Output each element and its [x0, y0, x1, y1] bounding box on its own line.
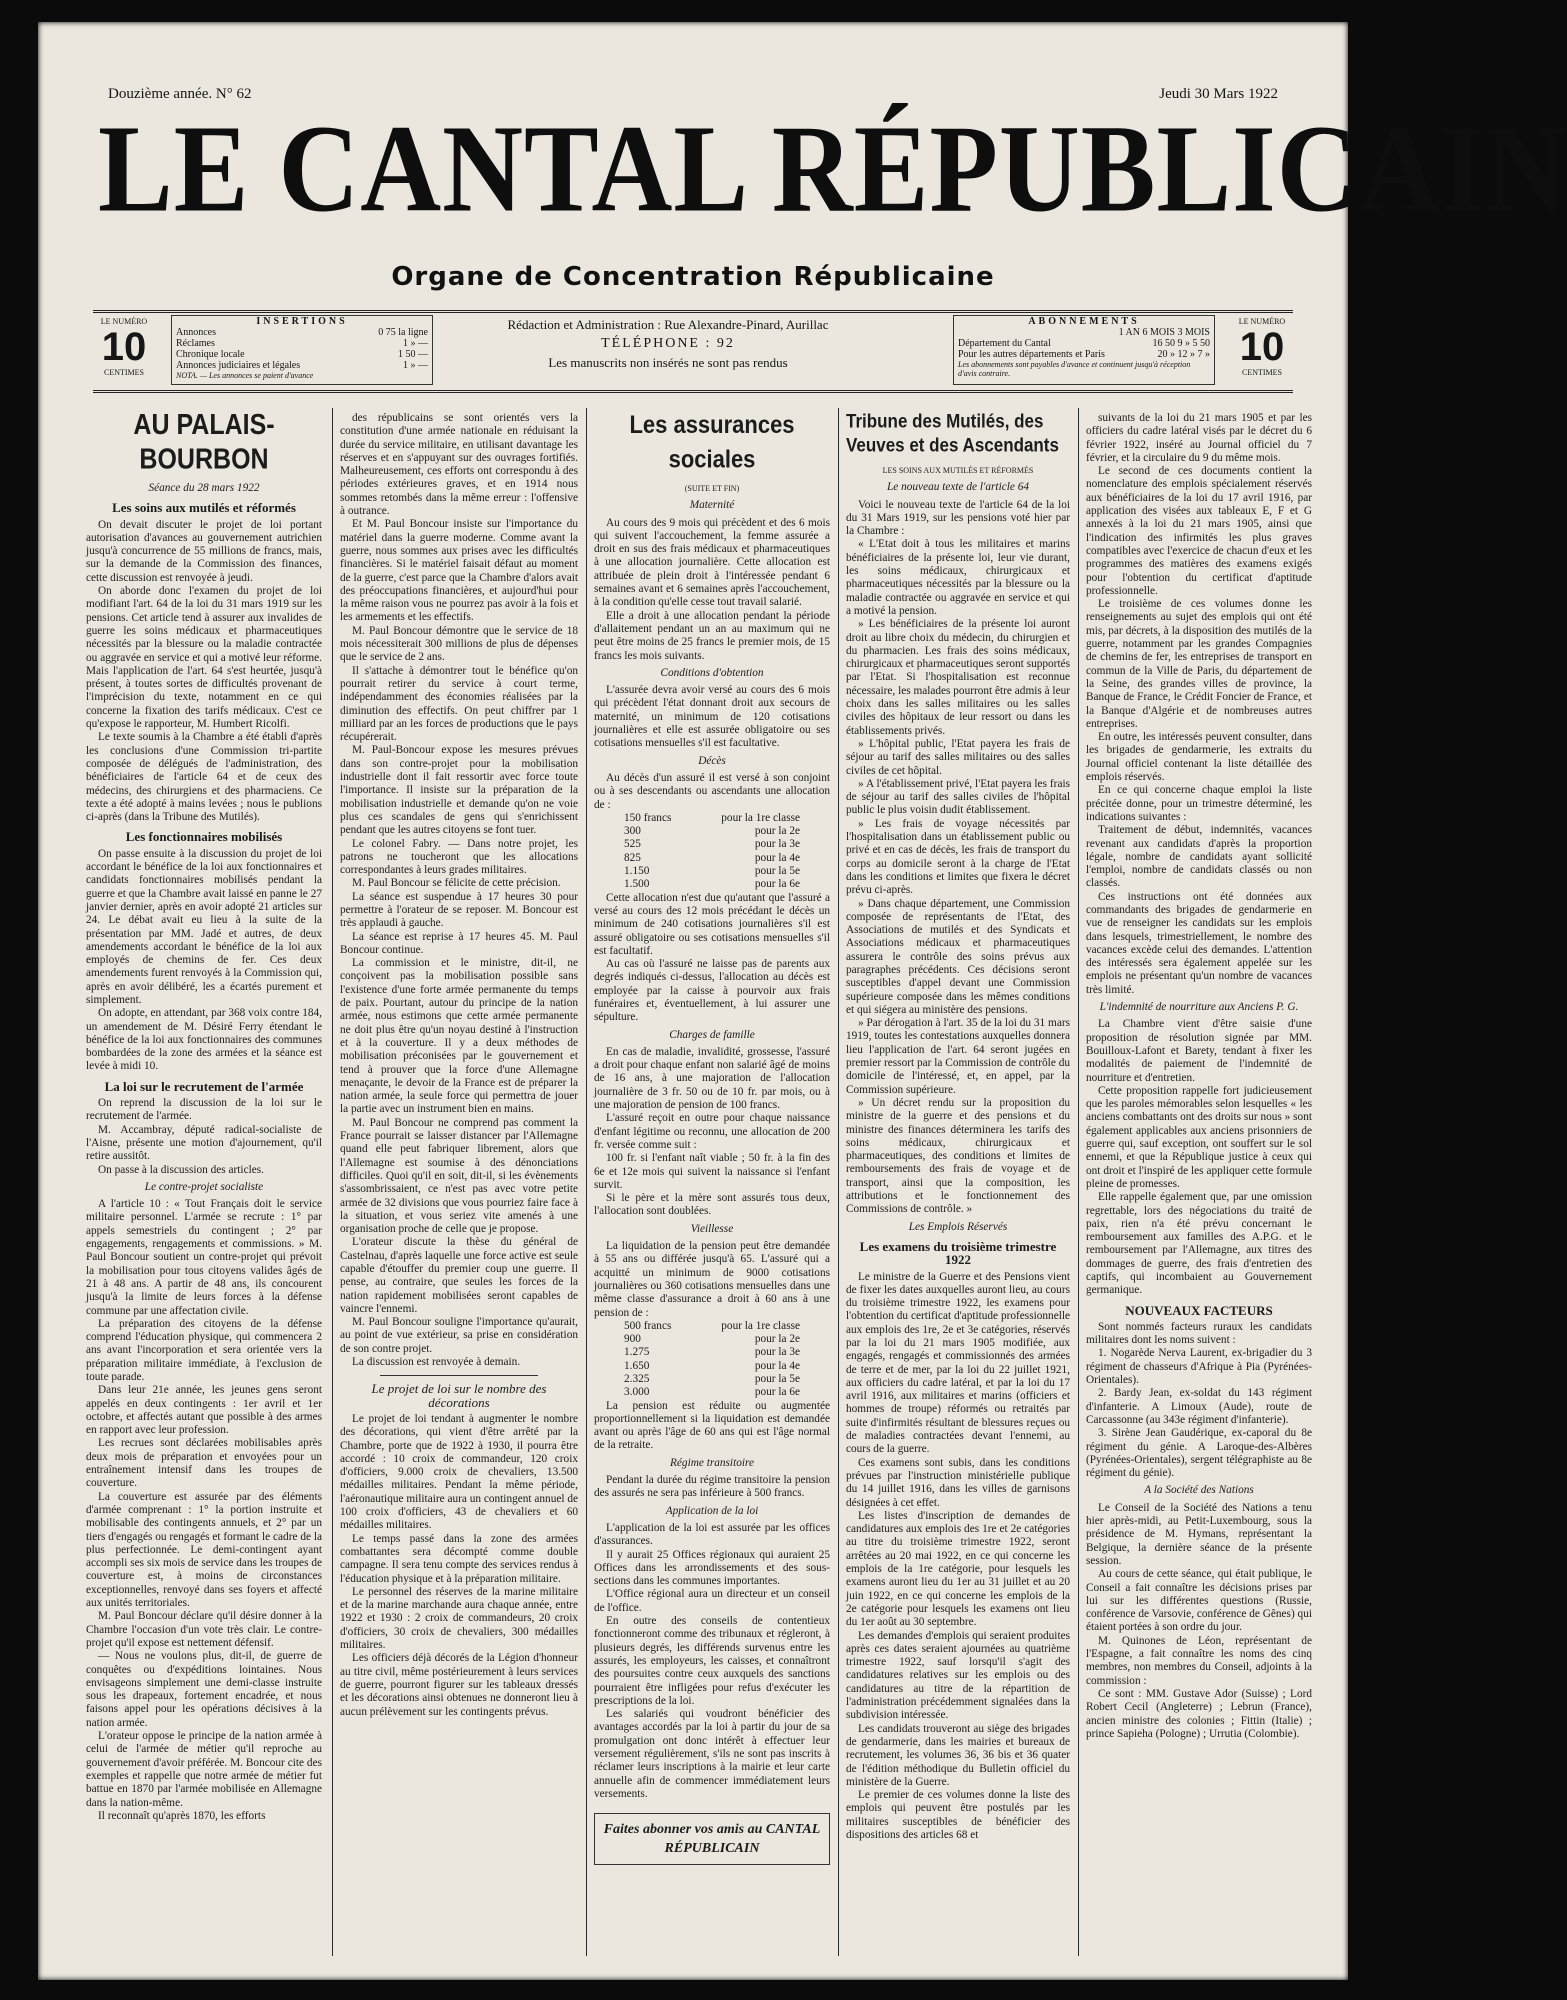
paragraph: M. Quinones de Léon, représentant de l'Espagne, a fait connaître les noms des cinq membres, non membres du Conseil, adjoints à la commission : [1086, 1634, 1312, 1687]
paragraph: L'application de la loi est assurée par les offices d'assurances. [594, 1521, 830, 1548]
issue-number: Douzième année. N° 62 [108, 86, 252, 102]
paragraph: Le second de ces documents contient la nomenclature des emplois spécialement réservés aux bénéficiaires de la loi du 17 avril 1916, par application des visées aux tableaux E, F et G annexés à la loi du 21 mars 1905, ainsi que l'indication des infirmités les plus graves compatibles avec l'exercice de chacun d'eux et les programmes des matières des examens exigés pour l'obtention du certificat d'aptitude professionnelle. [1086, 465, 1312, 597]
paragraph: On passe à la discussion des articles. [98, 1163, 264, 1176]
paragraph: Il reconnaît qu'après 1870, les efforts [98, 1809, 266, 1822]
paragraph: Les demandes d'emplois qui seraient produites après ces dates seraient ajournées au quatrième trimestre 1922, sauf lorsqu'il s'agit des candidatures relatives sur les emplois ou des candidatures au titre de la répartition de l'administration précédemment signalées dans la subdivision intéressée. [846, 1629, 1070, 1722]
paragraph: Elle a droit à une allocation pendant la période d'allaitement pendant un an au maximum qui ne peut être moins de 25 francs le premier mois, de 15 francs les mois suivants. [594, 609, 830, 662]
paragraph: Cette proposition rappelle fort judicieusement que les paroles mémorables selon lesquelles « les anciens combattants ont des droits sur nous » sont également applicables aux anciens prisonniers de guerre qui, sauf exception, ont souffert sur le sol ennemi, et que la République justice à ceux qui ont droit et l'inspiré de les appliquer cette formule pleine de promesses. [1086, 1084, 1312, 1190]
paragraph: Les salariés qui voudront bénéficier des avantages accordés par la loi à partir du jour de sa promulgation ont donc intérêt à effectuer leur versement régulièrement, s'ils ne sont pas inscrits à réclamer leurs inscriptions à la mairie et leur carte annuelle afin de commencer immédiatement leurs versements. [594, 1708, 830, 1800]
paragraph: L'assuré reçoit en outre pour chaque naissance d'enfant légitime ou reconnu, une allocation de 200 fr. versée comme suit : [594, 1112, 830, 1151]
paragraph: L'assurée devra avoir versé au cours des 6 mois qui précèdent l'état donnant droit aux secours de maternité, un minimum de 120 cotisations journalières et elle est assurée obligatoire ou ses cotisations mensuelles s'il est facultative. [594, 684, 830, 750]
insertions-note: NOTA. — Les annonces se paient d'avance [176, 371, 314, 380]
paragraph: M. Paul Boncour se félicite de cette précision. [352, 877, 561, 890]
paragraph: Au cas où l'assuré ne laisse pas de parents aux degrés indiqués ci-dessus, l'allocation au décès est employée par la caisse à pourvoir aux frais funéraires et, éventuellement, à lui assurer une sépulture. [594, 958, 830, 1024]
table-row: 1.500 pour la 6e [624, 878, 800, 891]
paragraph: M. Paul Boncour souligne l'importance qu'aurait, au point de vue extérieur, sa prise en considération de son contre projet. [340, 1316, 578, 1355]
paragraph: La discussion est renvoyée à demain. [352, 1356, 521, 1369]
abonnements-row: Département du Cantal 16 50 9 » 5 50 [958, 338, 1210, 349]
paragraph: Le temps passé dans la zone des armées combattantes sera décompté comme double campagne. Il sera tenu compte des services rendus à l'éducation physique et à la préparation militaire. [340, 1532, 578, 1585]
issue-date: Jeudi 30 Mars 1922 [1159, 86, 1278, 102]
paragraph: La couverture est assurée par des éléments d'armée comprenant : 1° la portion instruite et mobilisable des contingents annuels, et 2° par un tiers d'engagés ou rengagés et formant le cadre de la plus perfectionnée. Le demi-contingent ayant accompli ses six mois de service dans les troupes de couverture est, à moins de circonstances exceptionnelles, renvoyé dans ses foyers et affecté aux unités territoriales. [86, 1490, 322, 1610]
column-right [1086, 412, 1312, 1952]
paragraph: En cas de maladie, invalidité, grossesse, l'assuré a droit pour chaque enfant non salarié âgé de moins de 16 ans, à une majoration de l'allocation journalière de 3 fr. 50 ou de 10 fr. par mois, ou à une majoration de pension de 100 francs. [594, 1045, 830, 1112]
column-rule [838, 408, 839, 1956]
paragraph: On aborde donc l'examen du projet de loi modifiant l'art. 64 de la loi du 31 mars 1919 sur les pensions. Cet article tend à assurer aux invalides de guerre les soins médicaux et pharmaceutiques nécessités par la blessure ou la maladie contractée ou aggravée en service et qui a motivé leur réforme. Mais l'application de l'art. 64 s'est heurtée, jusqu'à présent, à toutes sortes de difficultés provenant de l'imprécision du texte, notamment en ce qui concerne la fixation des tarifs médicaux. C'est ce qu'expose le rapporteur, M. Humbert Ricolfi. [86, 585, 322, 731]
paragraph: Ces examens sont subis, dans les conditions prévues par l'instruction ministérielle publique du 14 juillet 1916, dans les villes de garnisons désignées à cet effet. [846, 1456, 1070, 1509]
price-value: 10 [101, 325, 147, 369]
section-heading: Régime transitoire [670, 1456, 754, 1469]
paragraph: 2. Bardy Jean, ex-soldat du 143 régiment d'infanterie. A Limoux (Aude), route de Carcassonne (au 343e régiment d'infanterie). [1086, 1387, 1312, 1426]
paragraph: La liquidation de la pension peut être demandée à 55 ans ou différée jusqu'à 65. L'assuré qui a acquitté un minimum de 9000 cotisations journalières ou 360 cotisations mensuelles dans une même classe d'assurance a droit à 60 ans à une pension de : [594, 1240, 830, 1319]
divider [380, 1375, 538, 1376]
section-heading: Conditions d'obtention [660, 666, 764, 679]
abonnements-note: Les abonnements sont payables d'avance et continuent jusqu'à réception d'avis contraire. [958, 360, 1191, 378]
paragraph: Ces instructions ont été données aux commandants des brigades de gendarmerie en vue de renseigner les candidats sur les emplois dans lesquels, trimestriellement, le nombre des vacances excède celui des demandes. L'attention des intéressés sera également appelée sur les emplois ne présentant qu'un nombre de vacances très limité. [1086, 890, 1312, 996]
paragraph: » L'hôpital public, l'Etat payera les frais de séjour au tarif des salles militaires ou des salles civiles de cet hôpital. [846, 737, 1070, 777]
paragraph: La Chambre vient d'être saisie d'une proposition de résolution signée par MM. Bouilloux-Lafont et Barety, tendant à fixer les modalités de paiement de l'indemnité de nourriture et d'entretien. [1086, 1018, 1312, 1084]
paragraph: 1. Nogarède Nerva Laurent, ex-brigadier du 3 régiment de chasseurs d'Afrique à Pia (Pyrénées-Orientales). [1086, 1347, 1312, 1387]
paragraph: Si le père et la mère sont assurés tous deux, l'allocation sont doublées. [594, 1192, 830, 1218]
column-rule [332, 408, 333, 1956]
section-heading: Les Emplois Réservés [908, 1220, 1008, 1233]
paragraph: Il y aurait 25 Offices régionaux qui auraient 25 Offices dans les arrondissements et des sous-sections dans les communes importantes. [594, 1548, 830, 1588]
section-heading: NOUVEAUX FACTEURS [1125, 1302, 1273, 1318]
paragraph: Les recrues sont déclarées mobilisables après deux mois de préparation et envoyées pour un entraînement intensif dans les troupes de couverture. [86, 1437, 322, 1490]
vieillesse-table [594, 1320, 830, 1400]
paragraph: L'orateur discute la thèse du général de Castelnau, d'après laquelle une force active est seule capable d'étouffer du premier coup une guerre. Il pense, au contraire, que seules les forces de la nation rapidement mobilisées seront capables de vaincre l'ennemi. [340, 1236, 578, 1315]
paragraph: M. Paul-Boncour expose les mesures prévues dans son contre-projet pour la mobilisation industrielle dont il fait ressortir avec force toute l'importance. Il insiste sur la préparation de la mobilisation industrielle et demande qu'on ne voie plus ces scandales de gens qui s'enrichissent pendant que les autres citoyens se font tuer. [340, 744, 578, 837]
paragraph: suivants de la loi du 21 mars 1905 et par les officiers du cadre latéral visés par le décret du 6 février 1922, inséré au Journal officiel du 7 février, et la circulaire du 9 du même mois. [1086, 412, 1312, 464]
paragraph: Au cours de cette séance, qui était publique, le Conseil a fait connaître les décisions prises par lui sur les différentes questions (Russie, conférence de Varsovie, conférence de Gênes) qui étaient portées à son ordre du jour. [1086, 1568, 1312, 1634]
section-heading: L'indemnité de nourriture aux Anciens P. G. [1099, 1001, 1299, 1014]
paragraph: Le Conseil de la Société des Nations a tenu hier après-midi, au Petit-Luxembourg, sous la présidence de M. Hymans, représentant la Belgique, la dernière séance de la présente session. [1086, 1501, 1312, 1567]
column-assurances-sociales [594, 409, 830, 1952]
paragraph: » Dans chaque département, une Commission composée de représentants de l'Etat, des Associations de mutilés et des Syndicats et Associations médicaux et pharmaceutiques assurera le contrôle des soins prévus aux paragraphes précédents. Ces décisions seront susceptibles d'appel devant une Commission supérieure composée dans les mêmes conditions et qui siégera au ministère des pensions. [846, 897, 1070, 1016]
insertions-row: Annonces 0 75 la ligne [176, 327, 428, 338]
info-band [93, 310, 1293, 393]
section-heading: Le nouveau texte de l'article 64 [886, 481, 1029, 494]
column-palais-bourbon-continued [340, 412, 578, 1952]
paragraph: M. Accambray, député radical-socialiste de l'Aisne, présente une motion d'ajournement, qu'il retire aussitôt. [86, 1123, 322, 1163]
redaction-manuscripts-note: Les manuscrits non insérés ne sont pas rendus [548, 355, 788, 370]
paragraph: Sont nommés facteurs ruraux les candidats militaires dont les noms suivent : [1086, 1320, 1312, 1347]
insertions-box [171, 315, 433, 385]
insertions-row: Chronique locale 1 50 — [176, 349, 428, 360]
section-heading: Décès [698, 754, 726, 767]
section-heading: La loi sur le recrutement de l'armée [104, 1078, 304, 1094]
paragraph: Le texte soumis à la Chambre a été établi d'après les conclusions d'une Commission tri-partite composée de délégués de l'administration, des bénéficiaires de l'article 64 et de ceux des médecins, des chirurgiens et des pharmaciens. Ce texte a été adopté à mains levées ; nous le publions ci-après (dans la Tribune des Mutilés). [86, 731, 322, 824]
table-row: 500 francs pour la 1re classe [624, 1319, 800, 1332]
section-heading: Le contre-projet socialiste [144, 1180, 264, 1193]
paragraph: La commission et le ministre, dit-il, ne conçoivent pas la mobilisation possible sans l'existence d'une forte armée permanente du temps de paix. Pourtant, autour du principe de la nation armée, nous estimons que cette armée permanente ne doit plus être qu'un noyau destiné à l'instruction et à la couverture. Il y a deux méthodes de mobilisation préconisées par le gouvernement et tend à prouver que la force d'une Allemagne menaçante, le devoir de la France est de préparer la nation armée, la seule force qui permettra de jouer la partie avec un instrument bien en mains. [340, 957, 578, 1116]
newspaper-page [38, 22, 1567, 1980]
paragraph: A l'article 10 : « Tout Français doit le service militaire personnel. L'armée se recrute : 1° par appels semestriels du contingent ; 2° par engagements, rengagements et commissions. » M. Paul Boncour soutient un contre-projet qui prévoit la mobilisation pour tous citoyens valides âgés de 21 à 48 ans. A partir de 48 ans, ils concourent jusqu'à la limite de leurs forces à la défense commune par une affectation civile. [86, 1198, 322, 1317]
paragraph: 3. Sirène Jean Gaudérique, ex-caporal du 8e régiment du génie. A Laroque-des-Albères (Pyrénées-Orientales), sergent télégraphiste au 8e régiment du génie). [1086, 1427, 1312, 1480]
table-row: 1.650 pour la 4e [624, 1359, 800, 1372]
price-label: LE NUMÉRO [100, 317, 148, 326]
article-title: AU PALAIS-BOURBON [133, 408, 275, 476]
table-row: 1.150 pour la 5e [624, 865, 800, 878]
paragraph: Le colonel Fabry. — Dans notre projet, les patrons ne toucheront que les allocations correspondantes à leurs grades militaires. [340, 837, 578, 877]
paragraph: M. Paul Boncour déclare qu'il désire donner à la Chambre l'occasion d'un vote très clair. Le contre-projet qu'il expose est nettement défensif. [86, 1610, 322, 1649]
paragraph: En outre des conseils de contentieux fonctionneront comme des tribunaux et régleront, à plusieurs degrés, les différends survenus entre les assurés, les employeurs, les caisses, et connaîtront des poursuites contre ceux auxquels des sanctions pourraient être infligées pour refus d'exécuter les prescriptions de la loi. [594, 1615, 830, 1707]
redaction-telephone: TÉLÉPHONE : 92 [601, 336, 735, 351]
article-dateline: Séance du 28 mars 1922 [148, 482, 260, 494]
paragraph: L'orateur oppose le principe de la nation armée à celui de l'armée de métier qu'il reproche au gouvernement d'avoir préférée. M. Boncour cite des exemples et rappelle que notre armée de métier fut battue en 1870 par l'armée mobilisée en Allemagne dans la nation-même. [86, 1730, 322, 1809]
price-unit: CENTIMES [104, 368, 144, 377]
paragraph: » Les bénéficiaires de la présente loi auront droit au libre choix du médecin, du chirurgien et du pharmacien. Les frais des soins médicaux, chirurgicaux et pharmaceutiques seront supportés par l'Etat. Si l'hospitalisation est reconnue nécessaire, les malades pourront être admis à leur choix dans les salles militaires ou les salles civiles des hôpitaux de leur ressort ou dans les établissements privés. [846, 618, 1070, 737]
table-row: 2.325 pour la 5e [624, 1373, 800, 1385]
paragraph: » Un décret rendu sur la proposition du ministre de la guerre et des pensions et du ministre des finances déterminera les tarifs des soins médicaux, chirurgicaux et pharmaceutiques, des conditions et limites de remboursements des frais de voyage et de transport, ainsi que la composition, les attributions et le fonctionnement des Commissions de contrôle. » [846, 1096, 1070, 1216]
article-title: Les assurances sociales [629, 409, 795, 474]
paragraph: Il s'attache à démontrer tout le bénéfice qu'on pourrait retirer du service à court terme, indépendamment des économies réalisées par la diminution des effectifs. On peut chiffrer par 1 milliard par an les forces de productions que le pays récupérerait. [340, 664, 578, 744]
paragraph: Le ministre de la Guerre et des Pensions vient de fixer les dates auxquelles auront lieu, au cours du troisième trimestre 1922, les examens pour l'obtention du certificat d'aptitude professionnelle aux emplois des 1re, 2e et 3e catégories, réservés par la loi du 21 mars 1905 modifiée, aux engagés, rengagés et commissionnés des armées de terre et de mer, par la loi du 22 juillet 1921, aux officiers du cadre latéral, et par la loi du 17 avril 1916, aux militaires et marins (officiers et hommes de troupe) réformés ou retraités par suite d'infirmités résultant de blessures reçues ou de maladies contractées devant l'ennemi, au cours de la guerre. [846, 1270, 1070, 1456]
paragraph: La pension est réduite ou augmentée proportionnellement si la liquidation est demandée avant ou après l'âge de 60 ans qui est l'âge normal de la retraite. [594, 1399, 830, 1452]
article-kicker: (SUITE ET FIN) [684, 484, 740, 493]
column-palais-bourbon [86, 408, 322, 1952]
paragraph: On reprend la discussion de la loi sur le recrutement de l'armée. [86, 1097, 322, 1123]
paragraph: M. Paul Boncour démontre que le service de 18 mois nécessiterait 300 millions de plus de dépenses que le service de 2 ans. [340, 624, 578, 664]
price-box-right: LE NUMÉRO 10 CENTIMES [1238, 317, 1286, 377]
deces-table [594, 812, 830, 892]
paragraph: » Les frais de voyage nécessités par l'hospitalisation dans un établissement public ou privé et en cas de décès, les frais de transport du corps au domicile seront à la charge de l'Etat dans les conditions et limites que fixera le décret prévu ci-après. [846, 817, 1070, 897]
section-heading: A la Société des Nations [1144, 1484, 1254, 1497]
section-heading: Les soins aux mutilés et réformés [112, 500, 296, 516]
section-heading: Les examens du troisième trimestre 1922 [859, 1238, 1057, 1268]
price-box-left [93, 317, 155, 377]
paragraph: Et M. Paul Boncour insiste sur l'importance du matériel dans la guerre moderne. Comme avant la guerre, nous sommes aux prises avec les difficultés financières. Si le matériel faisait défaut au moment de la guerre, c'est parce que la Chambre d'alors avait des préoccupations financières, et aujourd'hui pour la même raison vous ne pourrez pas avoir à la fois et les armements et les effectifs. [340, 518, 578, 624]
paragraph: Pendant la durée du régime transitoire la pension des assurés ne sera pas inférieure à 500 francs. [594, 1474, 830, 1500]
paragraph: Traitement de début, indemnités, vacances revenant aux candidats d'après la proportion légale, nombre de candidats ayant sollicité l'emploi, nombre de candidats classés ou non classés. [1086, 824, 1312, 890]
paragraph: Au cours des 9 mois qui précèdent et des 6 mois qui suivent l'accouchement, la femme assurée a droit en sus des frais médicaux et pharmaceutiques à une allocation journalière. Cette allocation est attribuée de plein droit à l'intéressée pendant 6 semaines avant et 6 semaines après l'accouchement, à la condition qu'elle cesse tout travail salarié. [594, 516, 830, 609]
section-heading: Le projet de loi sur le nombre des décorations [371, 1381, 547, 1410]
paragraph: « L'Etat doit à tous les militaires et marins bénéficiaires de la présente loi, leur vie durant, les soins médicaux, chirurgicaux et pharmaceutiques nécessités par la blessure ou la maladie contractée ou aggravée en service et qui a motivé la pension. [846, 538, 1070, 617]
paragraph: Elle rappelle également que, par une omission regrettable, lors des négociations du traité de paix, rien n'a été prévu concernant le remboursement aux familles des A.P.G. et le remboursement par l'Allemagne, aux titres des dommages de guerre, des frais d'entretien des captifs, qui incombaient au Gouvernement germanique. [1086, 1191, 1312, 1297]
paragraph: L'Office régional aura un directeur et un conseil de l'office. [594, 1588, 830, 1614]
paragraph: — Nous ne voulons plus, dit-il, de guerre de conquêtes ou d'expéditions lointaines. Nous envisageons simplement une demi-classe instruite sous les drapeaux, fortement encadrée, et nous faisons appel pour les opérations décisives à la nation armée. [86, 1650, 322, 1729]
insertions-title: INSERTIONS [256, 316, 348, 327]
paragraph: Le troisième de ces volumes donne les renseignements au sujet des emplois qui ont été mis, par décrets, à la disposition des mutilés de la guerre, notamment par les grandes Compagnies de chemins de fer, les entreprises de transport en commun de la Ville de Paris, du département de la Seine, des grandes villes de province, la Banque de France, le Crédit Foncier de France, et la Banque d'Algérie et de nombreuses autres entreprises. [1086, 598, 1312, 730]
masthead-subtitle: Organe de Concentration Républicaine [391, 262, 995, 292]
paragraph: La séance est reprise à 17 heures 45. M. Paul Boncour continue. [340, 930, 578, 956]
paragraph: La séance est suspendue à 17 heures 30 pour permettre à l'orateur de se reposer. M. Boncour est très applaudi à gauche. [340, 890, 578, 930]
redaction-address: Rédaction et Administration : Rue Alexandre-Pinard, Aurillac [507, 317, 829, 332]
subscription-ad: Faites abonner vos amis au CANTAL RÉPUBLICAIN [594, 1813, 830, 1865]
paragraph: Dans leur 21e année, les jeunes gens seront appelés en deux contingents : 1er avril et 1er octobre, et affectés autant que possible à des armes en rapport avec leur profession. [86, 1384, 322, 1437]
paragraph: La préparation des citoyens de la défense comprend l'éducation physique, qui commencera 2 ans avant l'incorporation et sera orientée vers la préparation militaire immédiate, à l'exclusion de toute parade. [86, 1317, 322, 1383]
paragraph: Le projet de loi tendant à augmenter le nombre des décorations, qui vient d'être arrêté par la Chambre, porte que de 1922 à 1930, il pourra être accordé : 10 croix de commandeur, 120 croix d'officiers, 9.000 croix de chevaliers, 13.500 médailles militaires. Pendant la même période, l'aéronautique militaire aura un contingent annuel de 100 croix d'officiers, 43 de chevaliers et 60 médailles militaires. [340, 1412, 578, 1532]
article-title: Tribune des Mutilés, des Veuves et des Ascendants [846, 410, 1059, 456]
table-row: 3.000 pour la 6e [624, 1386, 800, 1399]
paragraph: 100 fr. si l'enfant naît viable ; 50 fr. à la fin des 6e et 12e mois qui suivent la naissance si l'enfant survit. [594, 1152, 830, 1191]
section-heading: Charges de famille [669, 1028, 755, 1041]
section-heading: Les fonctionnaires mobilisés [125, 829, 283, 845]
table-row: 525 pour la 3e [624, 838, 800, 851]
section-heading: Application de la loi [665, 1504, 759, 1517]
column-tribune-mutiles [846, 412, 1070, 1952]
paragraph: des républicains se sont orientés vers la constitution d'une armée nationale en réduisant la durée du service militaire, en utilisant davantage les réserves et en s'appuyant sur des ouvrages fortifiés. Malheureusement, ces efforts ont correspondu à des périodes extérieures graves, et en 1914 nous sommes retombés dans la même erreur : l'offensive à outrance. [340, 412, 578, 518]
paragraph: On passe ensuite à la discussion du projet de loi accordant le bénéfice de la loi aux fonctionnaires et candidats fonctionnaires mobilisés pendant la guerre et que la Chambre avait laissé en panne le 27 janvier dernier, après en avoir adopté 21 articles sur 24. Le débat avait eu lieu à la suite de la présentation par MM. Jadé et autres, de deux amendements accordant le bénéfice de la loi aux employés de chemins de fer. Ces deux amendements furent renvoyés à la Commission qui, après en avoir délibéré, les a écartés purement et simplement. [86, 847, 322, 1006]
section-heading: Vieillesse [690, 1222, 734, 1235]
paragraph: Les officiers déjà décorés de la Légion d'honneur au titre civil, même postérieurement à leurs services de guerre, pourront figurer sur les tableaux dressés et les décorations ainsi obtenues ne donneront lieu à aucun prélèvement sur les contingents prévus. [340, 1652, 578, 1718]
paragraph: Les candidats trouveront au siège des brigades de gendarmerie, dans les mairies et bureaux de recrutement, les volumes 36, 36 bis et 36 quater de l'édition méthodique du Bulletin officiel du ministère de la Guerre. [846, 1722, 1070, 1788]
paragraph: En ce qui concerne chaque emploi la liste précitée donne, pour un trimestre déterminé, les indications suivantes : [1086, 784, 1312, 823]
paragraph: » Par dérogation à l'art. 35 de la loi du 31 mars 1919, toutes les contestations auxquelles donnera lieu l'application de l'art. 64 seront jugées en premier ressort par la Commission de contrôle du domicile de l'intéressé, et, en appel, par la Commission supérieure. [846, 1017, 1070, 1096]
paragraph: Au décès d'un assuré il est versé à son conjoint ou à ses descendants ou ascendants une allocation de : [594, 771, 830, 811]
paragraph: Le personnel des réserves de la marine militaire et de la marine marchande aura chaque année, entre 1922 et 1930 : 2 croix de commandeurs, 20 croix d'officiers, 30 croix de chevaliers, 300 médailles militaires. [340, 1585, 578, 1652]
column-rule [1078, 408, 1079, 1956]
table-row: 1.275 pour la 3e [624, 1346, 800, 1359]
paragraph: Voici le nouveau texte de l'article 64 de la loi du 31 Mars 1919, sur les pensions voté hier par la Chambre : [846, 498, 1070, 538]
table-row: 300 pour la 2e [624, 825, 800, 838]
paragraph: M. Paul Boncour ne comprend pas comment la France pourrait se laisser distancer par l'Allemagne quand elle peut fabriquer librement, alors que l'Allemagne est soumise à des dénonciations difficiles. Quoi qu'il en soit, dit-il, si les évènements s'assombrissaient, ce n'est pas avec votre petite armée de 32 divisions que vous pourriez faire face à la situation, et vous seriez vite amenés à une organisation proche de celle que je propose. [340, 1116, 578, 1236]
paragraph: On adopte, en attendant, par 368 voix contre 184, un amendement de M. Désiré Ferry étendant le bénéfice de la loi aux fonctionnaires des communes bombardées de la zone des armées et la séance est levée à midi 10. [86, 1007, 322, 1073]
paragraph: En outre, les intéressés peuvent consulter, dans les brigades de gendarmerie, les extraits du Journal officiel contenant la liste détaillée des emplois réservés. [1086, 731, 1312, 784]
paragraph: Le premier de ces volumes donne la liste des emplois qui peuvent être postulés par les militaires susceptibles de bénéficier des dispositions des articles 68 et [846, 1789, 1070, 1841]
paragraph: On devait discuter le projet de loi portant autorisation d'avances au gouvernement autrichien jusqu'à concurrence de 55 millions de francs, mais, sur la demande de la Commission des finances, cette discussion est renvoyée à jeudi. [86, 518, 322, 584]
column-rule [586, 408, 587, 1956]
insertions-row: Annonces judiciaires et légales 1 » — [176, 360, 428, 371]
paragraph: Cette allocation n'est due qu'autant que l'assuré a versé au cours des 12 mois précédant le décès un minimum de 240 cotisations journalières s'il est assuré obligatoire ou ses cotisations mensuelles s'il est facultatif. [594, 891, 830, 957]
abonnements-title: ABONNEMENTS [1028, 316, 1140, 327]
table-row: 150 francs pour la 1re classe [624, 811, 800, 824]
redaction-info [443, 315, 893, 372]
insertions-row: Réclames 1 » — [176, 338, 428, 349]
masthead-title: LE CANTAL RÉPUBLICAIN [98, 99, 1567, 239]
abonnements-row: Pour les autres départements et Paris 20 » 12 » 7 » [958, 349, 1210, 360]
table-row: 900 pour la 2e [624, 1333, 800, 1346]
section-heading: Maternité [689, 499, 735, 512]
paragraph: Les listes d'inscription de demandes de candidatures aux emplois des 1re et 2e catégories au titre du troisième trimestre 1922, seront arrêtées au 20 mai 1922, en ce qui concerne les emplois de la 1re catégorie, pour lesquels les examens auront lieu du 1er au 31 juillet et au 20 juin 1922, en ce qui concerne les emplois de la 2e catégorie pour lesquels les examens ont lieu du 1er août au 30 septembre. [846, 1509, 1070, 1629]
abonnements-header: 1 AN 6 MOIS 3 MOIS [1118, 327, 1210, 338]
abonnements-box [953, 315, 1215, 385]
paragraph: Ce sont : MM. Gustave Ador (Suisse) ; Lord Robert Cecil (Angleterre) ; Lebrun (France), ancien ministre des colonies ; Fittin (Italie) ; prince Sapieha (Pologne) ; Urrutia (Colombie). [1086, 1687, 1312, 1740]
article-kicker: LES SOINS AUX MUTILÉS ET RÉFORMÉS [882, 466, 1034, 475]
table-row: 825 pour la 4e [624, 851, 800, 864]
paragraph: » A l'établissement privé, l'Etat payera les frais de séjour au tarif des salles civiles de l'hôpital public le plus voisin dudit établissement. [846, 777, 1070, 817]
